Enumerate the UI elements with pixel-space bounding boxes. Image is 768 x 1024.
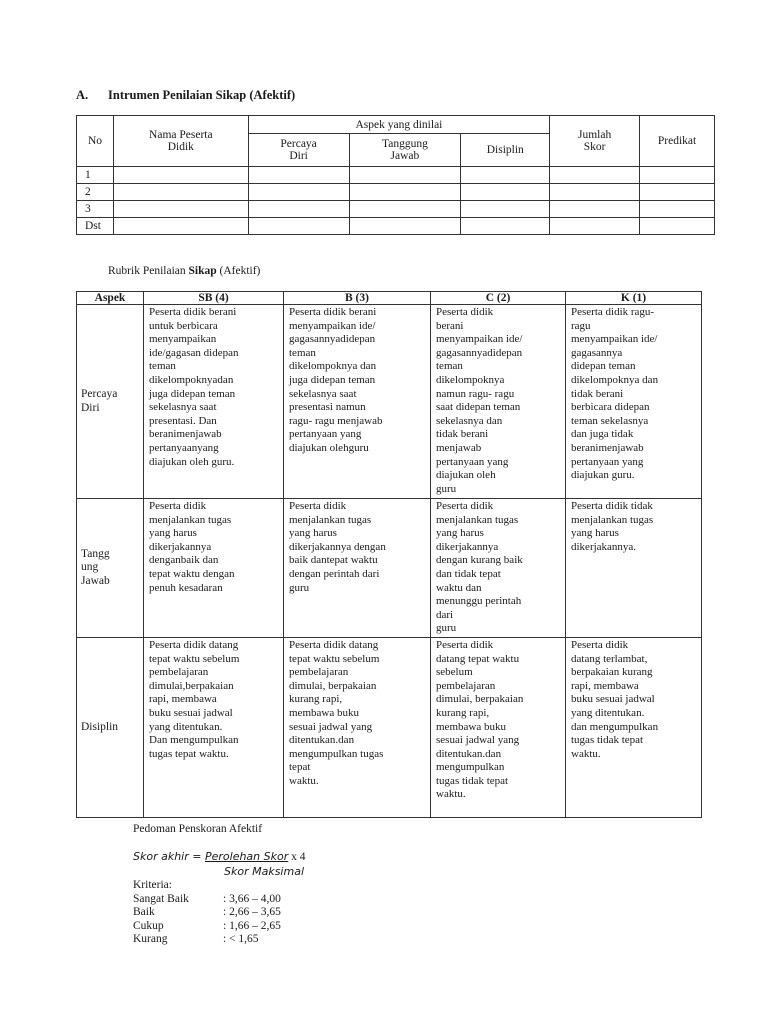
rubric-cell: Peserta didik datang tepat waktu sebelum pembelajaran dimulai, berpakaian kurang rapi, membawa buku sesuai jadwal yang ditentukan.dan mengumpulkan tugas tepat waktu. <box>284 637 431 817</box>
rubric-cell: Peserta didik datang tepat waktu sebelum pembelajaran dimulai, berpakaian kurang rapi, membawa buku sesuai jadwal yang ditentukan.dan mengumpulkan tugas tidak tepat waktu. <box>431 637 566 817</box>
criteria-row: Kurang : < 1,65 <box>133 933 259 945</box>
section-title: Intrumen Penilaian Sikap (Afektif) <box>108 88 296 102</box>
rubric-header-b: B (3) <box>284 292 431 305</box>
header-percaya: Percaya Diri <box>248 134 349 167</box>
table-row <box>77 167 715 184</box>
formula-denominator: Skor Maksimal <box>224 865 305 878</box>
section-letter: A. <box>76 88 89 102</box>
rubric-cell: Peserta didik berani menyampaikan ide/ gagasannyadidepan teman dikelompoknya namun ragu- ragu saat didepan teman sekelasnya dan tidak berani menjawab pertanyaan yang diajukan oleh guru <box>431 305 566 499</box>
header-jumlah: Jumlah Skor <box>550 116 640 167</box>
rubric-row <box>77 305 702 499</box>
rubric-aspect: Disiplin <box>77 637 144 817</box>
header-aspek: Aspek yang dinilai <box>248 116 550 134</box>
pedoman-title: Pedoman Penskoran Afektif <box>133 823 263 835</box>
rubric-cell: Peserta didik menjalankan tugas yang harus dikerjakannya dengan baik dantepat waktu dengan perintah dari guru <box>284 499 431 638</box>
rubric-cell: Peserta didik ragu- ragu menyampaikan ide/ gagasannya didepan teman dikelompoknya dan tidak berani berbicara didepan teman sekelasnya dan juga tidak beranimenjawab pertanyaan yang diajukan guru. <box>566 305 702 499</box>
assessment-table <box>76 115 715 235</box>
rubric-cell: Peserta didik menjalankan tugas yang harus dikerjakannya denganbaik dan tepat waktu dengan penuh kesadaran <box>144 499 284 638</box>
rubric-cell: Peserta didik berani untuk berbicara menyampaikan ide/gagasan didepan teman dikelompoknyadan juga didepan teman sekelasnya saat presentasi. Dan beranimenjawab pertanyaanyang diajukan oleh guru. <box>144 305 284 499</box>
header-nama: Nama Peserta Didik <box>113 116 248 167</box>
row-number: Dst <box>77 218 114 235</box>
score-formula: Skor akhir = Perolehan Skor x 4 <box>133 850 306 863</box>
rubric-cell: Peserta didik tidak menjalankan tugas yang harus dikerjakannya. <box>566 499 702 638</box>
rubric-header-sb: SB (4) <box>144 292 284 305</box>
rubric-header-c: C (2) <box>431 292 566 305</box>
rubric-caption: Rubrik Penilaian Sikap (Afektif) <box>108 265 261 277</box>
rubric-cell: Peserta didik datang tepat waktu sebelum pembelajaran dimulai,berpakaian rapi, membawa buku sesuai jadwal yang ditentukan. Dan mengumpulkan tugas tepat waktu. <box>144 637 284 817</box>
row-number: 1 <box>77 167 114 184</box>
criteria-list <box>133 879 281 947</box>
section-heading <box>76 88 295 103</box>
header-tanggung: Tanggung Jawab <box>349 134 461 167</box>
rubric-header-aspek: Aspek <box>77 292 144 305</box>
table-row <box>77 218 715 235</box>
criteria-label: Kriteria: <box>133 879 172 891</box>
header-disiplin: Disiplin <box>461 134 550 167</box>
rubric-row <box>77 637 702 817</box>
table-row <box>77 201 715 218</box>
row-number: 2 <box>77 184 114 201</box>
rubric-cell: Peserta didik datang terlambat, berpakaian kurang rapi, membawa buku sesuai jadwal yang ditentukan. dan mengumpulkan tugas tidak tepat waktu. <box>566 637 702 817</box>
rubric-aspect: Percaya Diri <box>77 305 144 499</box>
rubric-row <box>77 499 702 638</box>
header-predikat: Predikat <box>640 116 715 167</box>
row-number: 3 <box>77 201 114 218</box>
rubric-table <box>76 291 702 818</box>
criteria-row: Baik : 2,66 – 3,65 <box>133 906 281 918</box>
header-no: No <box>77 116 114 167</box>
rubric-cell: Peserta didik berani menyampaikan ide/ gagasannyadidepan teman dikelompoknya dan juga didepan teman sekelasnya saat presentasi namun ragu- ragu menjawab pertanyaan yang diajukan olehguru <box>284 305 431 499</box>
table-row <box>77 184 715 201</box>
rubric-header-k: K (1) <box>566 292 702 305</box>
criteria-row: Cukup : 1,66 – 2,65 <box>133 919 281 932</box>
criteria-row: Sangat Baik : 3,66 – 4,00 <box>133 892 281 905</box>
rubric-aspect: Tangg ung Jawab <box>77 499 144 638</box>
rubric-cell: Peserta didik menjalankan tugas yang harus dikerjakannya dengan kurang baik dan tidak tepat waktu dan menunggu perintah dari guru <box>431 499 566 638</box>
